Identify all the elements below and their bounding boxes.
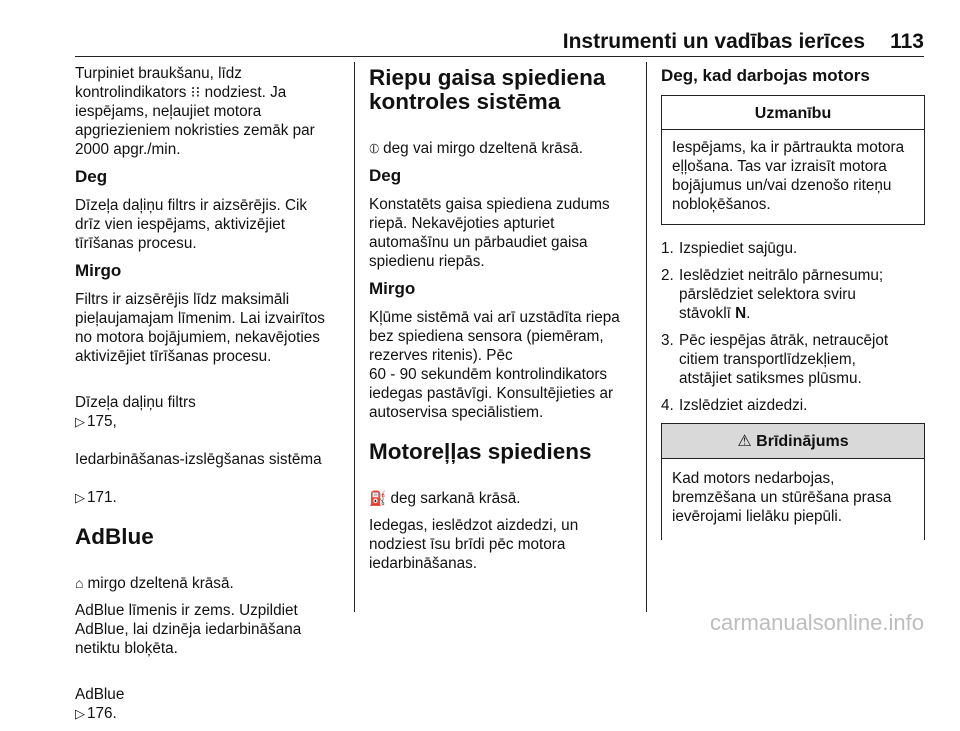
step-text: Izslēdziet aizdedzi. [679, 397, 808, 414]
tpms-status: deg vai mirgo dzeltenā krāsā. [383, 140, 583, 157]
adblue-status-line [75, 555, 343, 593]
heading-deg: Deg [369, 166, 402, 185]
tpms-mirgo-text: Kļūme sistēmā vai arī uzstādīta riepa bez spiediena sensora (piemēram, rezerves ritenis). Pēc 60 - 90 sekundēm kontrolindikators iedegas pastāvīgi. Konsultējieties ar autoservisa speciālistiem. [369, 309, 620, 421]
warning-title-row [662, 424, 924, 459]
column-divider-1 [354, 62, 355, 612]
dpf-mirgo-text: Filtrs ir aizsērējis līdz maksimāli pieļaujamajam līmenim. Lai izvairītos no motora bojājumiem, nekavējoties aktivizējiet tīrīšanas procesu. [75, 291, 325, 365]
step-number: 1. [661, 240, 674, 257]
ref-dpf-label: Dīzeļa daļiņu filtrs [75, 394, 196, 411]
oil-status: deg sarkanā krāsā. [390, 490, 521, 507]
dpf-deg-text: Dīzeļa daļiņu filtrs ir aizsērējis. Cik drīz vien iespējams, aktivizējiet tīrīšanas procesu. [75, 197, 308, 252]
step-text [679, 266, 883, 323]
heading-deg: Deg [75, 167, 108, 186]
heading-oil-pressure: Motoreļļas spiediens [369, 439, 592, 464]
step-text: Pēc iespējas ātrāk, netraucējot citiem transportlīdzekļiem, atstājiet satiksmes plūsmu. [679, 332, 889, 387]
column-divider-2 [646, 62, 647, 612]
ref-adblue-label: AdBlue [75, 686, 125, 703]
ref-adblue-page: 176. [87, 705, 117, 722]
step-text-main: Ieslēdziet neitrālo pārnesumu; pārslēdziet selektora sviru stāvoklī [679, 267, 884, 322]
steps-list [661, 239, 925, 415]
adblue-warning-icon: ⌂ [75, 575, 84, 591]
watermark: carmanualsonline.info [709, 610, 924, 635]
ref-start-stop-page: 171. [87, 489, 117, 506]
oil-status-line [369, 470, 633, 508]
step-number: 3. [661, 332, 674, 349]
list-item [661, 239, 925, 258]
warning-title: Brīdinājums [756, 433, 849, 450]
header-divider [75, 56, 924, 57]
cross-reference-adblue[interactable] [75, 666, 343, 723]
page-ref-arrow-icon: ▷ [75, 490, 85, 505]
list-item [661, 266, 925, 323]
list-item [661, 396, 925, 415]
page-number: 113 [890, 30, 924, 53]
warning-text: Kad motors nedarbojas, bremzēšana un stūrēšana prasa ievērojami lielāku piepūli. [672, 470, 892, 525]
heading-engine-running: Deg, kad darbojas motors [661, 66, 870, 85]
tire-pressure-icon: ⦶ [369, 140, 380, 156]
adblue-status: mirgo dzeltenā krāsā. [87, 575, 234, 592]
right-column [661, 64, 925, 540]
cross-reference-dpf[interactable] [75, 374, 343, 507]
caution-title: Uzmanību [662, 96, 924, 130]
caution-text: Iespējams, ka ir pārtraukta motora eļļošana. Tas var izraisīt motora bojājumus un/vai dzenošo riteņu nobloķēšanos. [672, 139, 905, 213]
step-text: Izspiediet sajūgu. [679, 240, 798, 257]
caution-box [661, 95, 925, 225]
dpf-continue-text: Turpiniet braukšanu, līdz kontrolindikators ⁝⁝ nodziest. Ja iespējams, neļaujiet motora apgriezieniem nokristies zemāk par 2000 apgr./min. [75, 65, 315, 158]
adblue-text: AdBlue līmenis ir zems. Uzpildiet AdBlue, lai dzinēja iedarbināšana netiktu bloķēta. [75, 602, 302, 657]
heading-adblue: AdBlue [75, 524, 154, 549]
oil-can-icon: ⛽ [369, 490, 387, 506]
middle-column [369, 64, 633, 581]
heading-mirgo: Mirgo [369, 279, 416, 298]
page-header [0, 0, 960, 56]
oil-text: Iedegas, ieslēdzot aizdedzi, un nodziest īsu brīdi pēc motora iedarbināšanas. [369, 517, 579, 572]
gear-n-label: N [735, 305, 747, 322]
tpms-deg-text: Konstatēts gaisa spiediena zudums riepā. Nekavējoties apturiet automašīnu un pārbaudiet gaisa spiedienu riepās. [369, 196, 610, 270]
page-title: Instrumenti un vadības ierīces [562, 30, 865, 53]
page-ref-arrow-icon: ▷ [75, 414, 85, 429]
left-column [75, 64, 343, 731]
step-number: 4. [661, 397, 674, 414]
tpms-status-line [369, 120, 633, 158]
step-number: 2. [661, 267, 674, 284]
heading-mirgo: Mirgo [75, 261, 122, 280]
step-text-end: . [746, 305, 751, 322]
page-ref-arrow-icon: ▷ [75, 706, 85, 721]
ref-dpf-page: 175, [87, 413, 117, 430]
warning-triangle-icon: ⚠ [737, 433, 752, 450]
heading-tpms: Riepu gaisa spiediena kontroles sistēma [369, 65, 606, 114]
ref-start-stop-label: Iedarbināšanas-izslēgšanas sistēma [75, 451, 322, 468]
warning-box [661, 423, 925, 540]
list-item [661, 331, 925, 388]
